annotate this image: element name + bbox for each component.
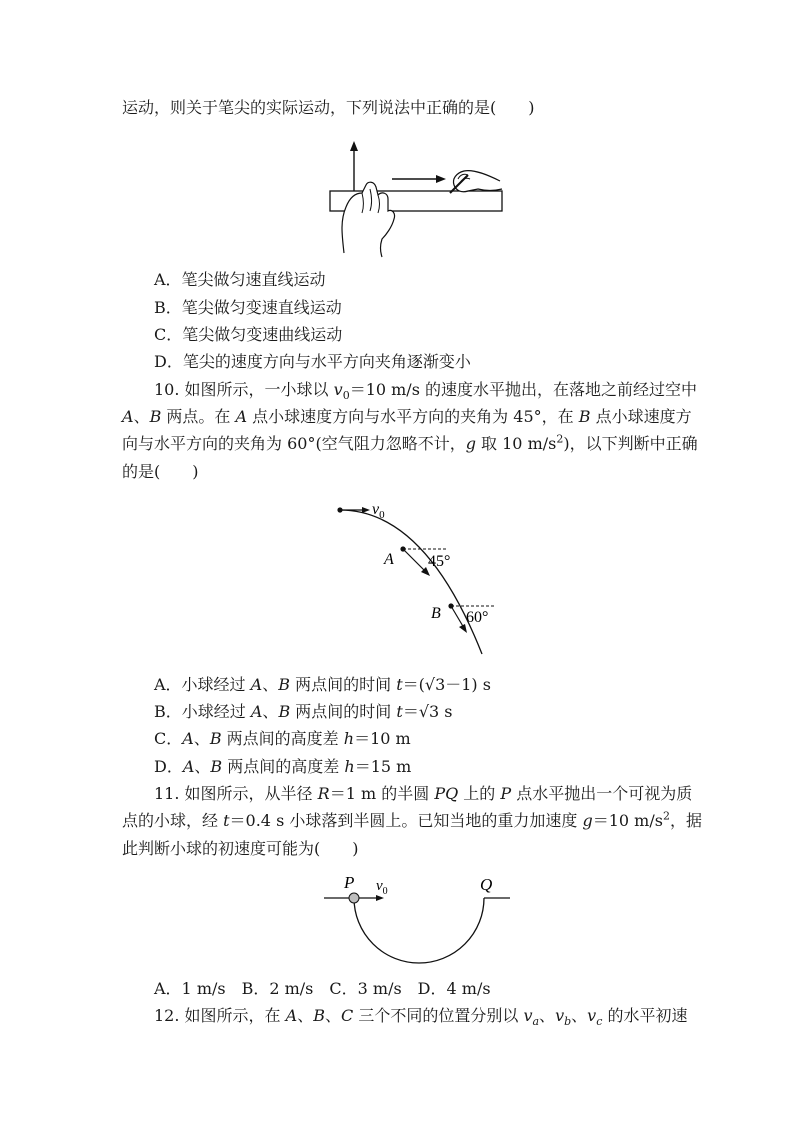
point-p-label: P [344,873,355,892]
point-q-label: Q [480,875,493,894]
launch-point [337,507,342,512]
q9-option-b[interactable]: B．笔尖做匀变速直线运动 [154,298,342,317]
angle-60-label: 60° [466,609,489,626]
q10-option-a[interactable]: A．小球经过 A、B 两点间的时间 t＝(√3－1) s [154,675,491,694]
q10-line-4: 的是( ) [122,462,199,481]
vertical-arrow-head [350,141,358,151]
q9-option-a[interactable]: A．笔尖做匀速直线运动 [154,270,326,289]
q10-line-2: A、B 两点。在 A 点小球速度方向与水平方向的夹角为 45°，在 B 点小球速度方 [122,407,692,426]
q10-line-3: 向与水平方向的夹角为 60°(空气阻力忽略不计，g 取 10 $m/s^2$)，以下判断中正确 [122,432,698,453]
q11-figure-semicircle [318,868,514,972]
ball-at-p [349,893,359,903]
v0-label: $v_0$ [372,501,385,521]
q11-line-3: 此判断小球的初速度可能为( ) [122,839,359,858]
q10-option-b[interactable]: B．小球经过 A、B 两点间的时间 t＝√3 s [154,702,453,721]
angle-45-label: 45° [428,553,451,570]
trajectory-curve [340,510,482,654]
horizontal-arrow-head [436,175,446,183]
q11-options[interactable]: A．1 m/s B．2 m/s C．3 m/s D．4 m/s [154,979,491,998]
semicircle-pq [354,898,484,963]
v0-label: $v_0$ [376,878,388,897]
q11-number: 11. [154,784,180,803]
point-b-label: B [431,605,441,622]
q12-line-1: 12. 如图所示，在 A、B、C 三个不同的位置分别以 $v_a$、$v_b$、$v_c$ 的水平初速 [154,1006,688,1029]
point-a-velocity [403,549,426,572]
q9-option-d[interactable]: D．笔尖的速度方向与水平方向夹角逐渐变小 [154,352,471,371]
point-a-label: A [384,551,394,568]
q9-intro: 运动，则关于笔尖的实际运动，下列说法中正确的是( ) [122,98,535,117]
q10-option-d[interactable]: D．A、B 两点间的高度差 h＝15 m [154,757,412,776]
q10-line-1: 10. 如图所示，一小球以 $v_0=10$ m/s 的速度水平抛出，在落地之前经过空中 [154,380,697,403]
q10-number: 10. [154,380,180,399]
q10-figure-projectile [330,492,510,662]
v0-arrow-head [362,507,370,513]
q11-line-2: 点的小球，经 t＝0.4 s 小球落到半圆上。已知当地的重力加速度 g＝10 $m/s^2$，据 [122,809,702,830]
q9-figure-ruler-pen [322,135,522,260]
q11-line-1: 11. 如图所示，从半径 R＝1 m 的半圆 PQ 上的 P 点水平抛出一个可视为质 [154,784,693,803]
q9-option-c[interactable]: C．笔尖做匀变速曲线运动 [154,325,343,344]
q10-option-c[interactable]: C．A、B 两点间的高度差 h＝10 m [154,729,411,748]
q12-number: 12. [154,1006,180,1025]
